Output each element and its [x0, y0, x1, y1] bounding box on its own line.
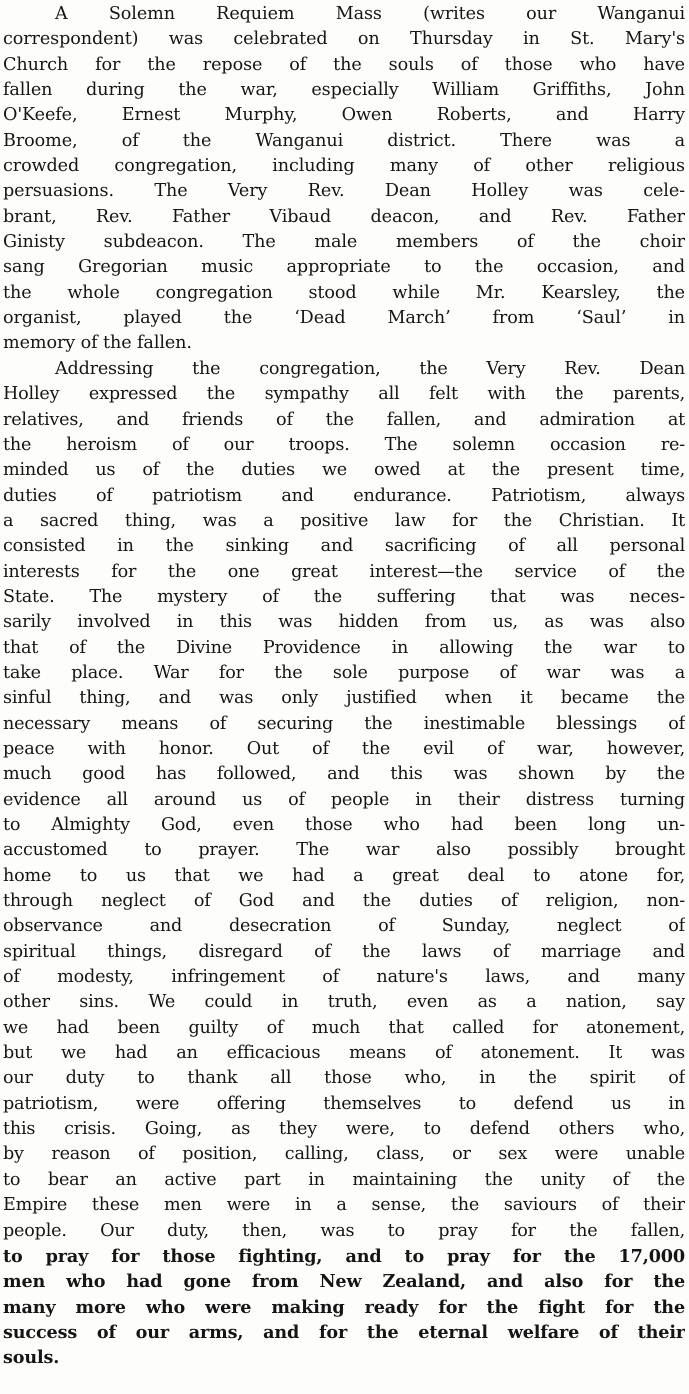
text-line: memory of the fallen. [3, 333, 192, 354]
text-line: but we had an efficacious means of atonement. It was [3, 1043, 685, 1064]
text-line: much good has followed, and this was shown by the [3, 764, 685, 785]
text-line: spiritual things, disregard of the laws of marriage and [3, 941, 685, 962]
text-line: patriotism, were offering themselves to defend us in [3, 1093, 685, 1114]
text-line: peace with honor. Out of the evil of war, however, [3, 738, 685, 759]
text-line: sarily involved in this was hidden from us, as was also [3, 612, 685, 633]
text-line: organist, played the ‘Dead March’ from ‘Saul’ in [3, 308, 685, 329]
text-line: State. The mystery of the suffering that was neces- [3, 586, 685, 607]
text-line: brant, Rev. Father Vibaud deacon, and Rev. Father [3, 206, 685, 227]
text-line: accustomed to prayer. The war also possibly brought [3, 840, 685, 861]
prayer-passage-bold [3, 1244, 685, 1371]
text-line: Holley expressed the sympathy all felt with the parents, [3, 384, 685, 405]
text-line: A Solemn Requiem Mass (writes our Wanganui [55, 4, 685, 24]
text-line: to bear an active part in maintaining the unity of the [3, 1169, 685, 1190]
text-line: a sacred thing, was a positive law for the Christian. It [3, 510, 685, 531]
text-line: Church for the repose of the souls of those who have [3, 54, 685, 75]
text-line: fallen during the war, especially William Griffiths, John [3, 80, 685, 101]
text-line: take place. War for the sole purpose of war was a [3, 662, 685, 683]
text-line: souls. [3, 1347, 60, 1369]
text-line: consisted in the sinking and sacrificing of all personal [3, 536, 685, 557]
text-line: to Almighty God, even those who had been long un- [3, 815, 685, 835]
text-line: the heroism of our troops. The solemn occasion re- [3, 434, 685, 455]
text-line: sinful thing, and was only justified when it became the [3, 688, 685, 709]
text-line: Empire these men were in a sense, the saviours of their [3, 1195, 685, 1216]
text-line: duties of patriotism and endurance. Patriotism, always [3, 485, 685, 506]
text-line: men who had gone from New Zealand, and also for the [3, 1271, 685, 1293]
text-line: this crisis. Going, as they were, to defend others who, [3, 1119, 685, 1140]
text-line: interests for the one great interest—the service of the [3, 561, 685, 582]
text-line: evidence all around us of people in their distress turning [3, 789, 685, 810]
paragraph-requiem-mass [3, 2, 685, 357]
text-line: correspondent) was celebrated on Thursday in St. Mary's [3, 29, 685, 50]
text-line: to pray for those fighting, and to pray for the 17,000 [3, 1245, 685, 1267]
text-line: we had been guilty of much that called for atonement, [3, 1017, 685, 1038]
text-line: home to us that we had a great deal to atone for, [3, 865, 685, 886]
text-line: people. Our duty, then, was to pray for the fallen, [3, 1220, 685, 1241]
text-line: minded us of the duties we owed at the present time, [3, 460, 685, 481]
text-line: Ginisty subdeacon. The male members of the choir [3, 232, 685, 253]
text-line: observance and desecration of Sunday, neglect of [3, 916, 685, 937]
paragraph-dean-address [3, 357, 685, 1371]
text-line: other sins. We could in truth, even as a nation, say [3, 992, 685, 1013]
text-line: Addressing the congregation, the Very Rev. Dean [55, 358, 685, 379]
text-line: crowded congregation, including many of other religious [3, 156, 685, 177]
text-line: by reason of position, calling, class, or sex were unable [3, 1144, 685, 1165]
text-line: O'Keefe, Ernest Murphy, Owen Roberts, and Harry [3, 105, 685, 126]
text-line: our duty to thank all those who, in the spirit of [3, 1068, 685, 1089]
text-line: many more who were making ready for the fight for the [3, 1296, 685, 1318]
text-line: Broome, of the Wanganui district. There was a [3, 130, 685, 151]
text-line: through neglect of God and the duties of religion, non- [3, 891, 685, 912]
text-line: success of our arms, and for the eternal welfare of their [3, 1321, 685, 1343]
text-line: sang Gregorian music appropriate to the occasion, and [3, 257, 685, 278]
text-line: relatives, and friends of the fallen, and admiration at [3, 409, 685, 430]
text-line: necessary means of securing the inestimable blessings of [3, 713, 685, 734]
text-line: that of the Divine Providence in allowing the war to [3, 637, 685, 658]
text-line: persuasions. The Very Rev. Dean Holley was cele- [3, 181, 685, 202]
text-line: of modesty, infringement of nature's laws, and many [3, 967, 685, 988]
article-body [3, 2, 685, 1371]
text-line: the whole congregation stood while Mr. Kearsley, the [3, 282, 685, 303]
